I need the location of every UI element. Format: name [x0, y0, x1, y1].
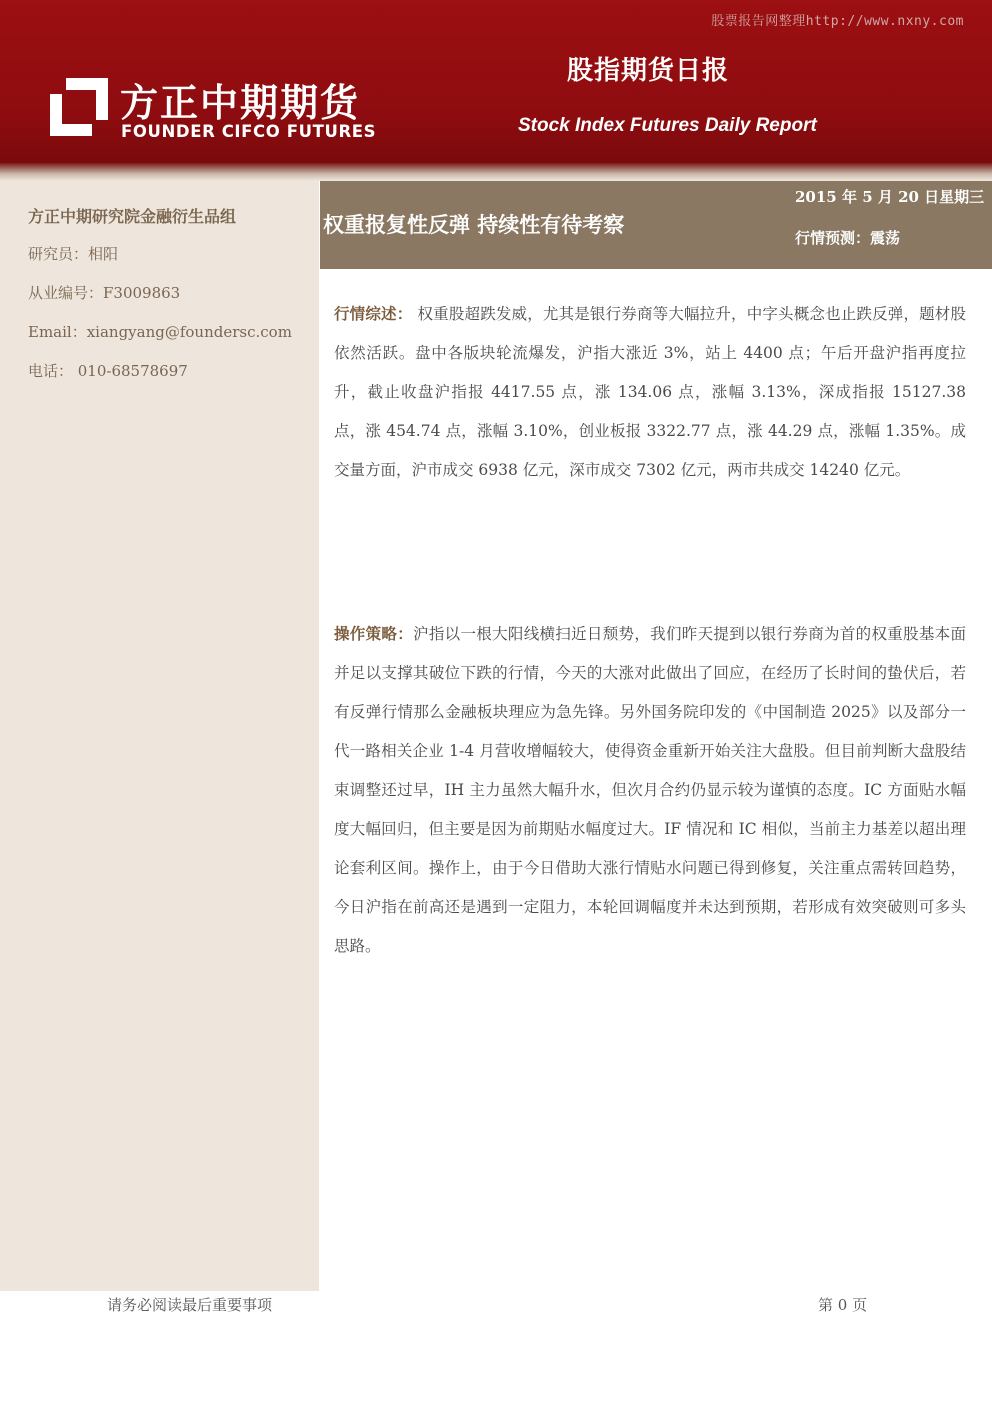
report-date: 2015 年 5 月 20 日星期三 [795, 188, 985, 206]
header-divider [0, 163, 992, 181]
phone-contact: 电话： 010-68578697 [28, 362, 188, 380]
founder-logo-icon [46, 74, 112, 140]
research-group: 方正中期研究院金融衍生品组 [28, 207, 237, 226]
license-number: 从业编号：F3009863 [28, 284, 181, 302]
sidebar-panel [0, 181, 319, 1291]
email-contact: Email：xiangyang@foundersc.com [28, 323, 292, 341]
report-headline: 权重报复性反弹 持续性有待考察 [323, 213, 625, 237]
company-name-cn: 方正中期期货 [120, 81, 361, 125]
section-label: 操作策略： [334, 624, 414, 643]
company-name-en: FOUNDER CIFCO FUTURES [121, 122, 377, 141]
strategy-paragraph [334, 614, 966, 966]
page-number: 第 0 页 [818, 1296, 868, 1314]
section-text: 权重股超跌发威，尤其是银行券商等大幅拉升，中字头概念也止跌反弹，题材股依然活跃。盘中各版块轮流爆发，沪指大涨近 3%，站上 4400 点；午后开盘沪指再度拉升，截止收盘沪指报 4417.55 点，涨 134.06 点，涨幅 3.13%，深成指报 15127.38 点，涨 454.74 点，涨幅 3.10%，创业板报 3322.77 点，涨 44.29 点，涨幅 1.35%。成交量方面，沪市成交 6938 亿元，深市成交 7302 亿元，两市共成交 14240 亿元。 [334, 305, 966, 479]
section-text: 沪指以一根大阳线横扫近日颓势，我们昨天提到以银行券商为首的权重股基本面并足以支撑其破位下跌的行情，今天的大涨对此做出了回应，在经历了长时间的蛰伏后，若有反弹行情那么金融板块理应为急先锋。另外国务院印发的《中国制造 2025》以及部分一代一路相关企业 1-4 月营收增幅较大，使得资金重新开始关注大盘股。但目前判断大盘股结束调整还过早，IH 主力虽然大幅升水，但次月合约仍显示较为谨慎的态度。IC 方面贴水幅度大幅回归，但主要是因为前期贴水幅度过大。IF 情况和 IC 相似，当前主力基差以超出理论套利区间。操作上，由于今日借助大涨行情贴水问题已得到修复，关注重点需转回趋势，今日沪指在前高还是遇到一定阻力，本轮回调幅度并未达到预期，若形成有效突破则可多头思路。 [334, 625, 966, 955]
report-title-en: Stock Index Futures Daily Report [518, 115, 817, 136]
researcher-name: 研究员：相阳 [28, 245, 119, 263]
market-summary-paragraph [334, 294, 966, 490]
footer-notice: 请务必阅读最后重要事项 [107, 1296, 273, 1314]
report-title-cn: 股指期货日报 [567, 56, 730, 86]
watermark-text: 股票报告网整理http://www.nxny.com [711, 14, 964, 29]
section-label: 行情综述： [334, 304, 413, 323]
market-forecast: 行情预测：震荡 [795, 229, 901, 247]
